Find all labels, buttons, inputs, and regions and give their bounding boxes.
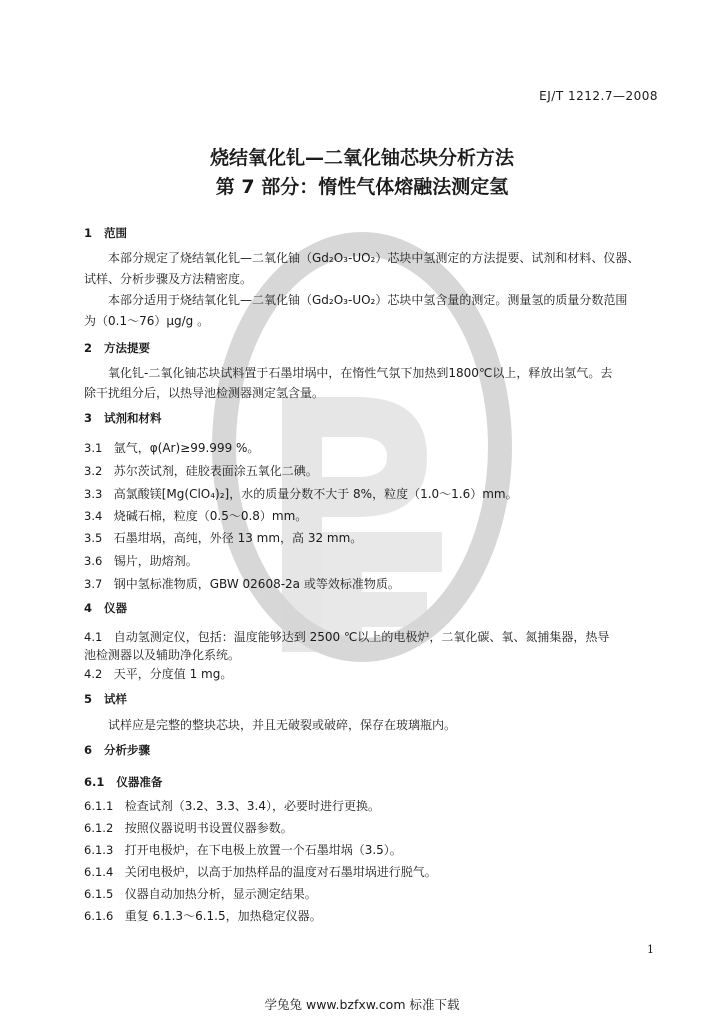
list-item: 6.1.6 重复 6.1.3～6.1.5，加热稳定仪器。 — [84, 909, 322, 923]
list-item: 3.3 高氯酸镁[Mg(ClO₄)₂]，水的质量分数不大于 8%，粒度（1.0～1.6）mm。 — [84, 487, 518, 501]
section-number: 4 — [84, 601, 93, 615]
list-item: 6.1.2 按照仪器说明书设置仪器参数。 — [84, 821, 293, 835]
section-1-para2-line2: 为（0.1～76）μg/g 。 — [84, 314, 210, 328]
section-number: 6 — [84, 743, 93, 757]
section-5-para: 试样应是完整的整块芯块，并且无破裂或破碎，保存在玻璃瓶内。 — [108, 718, 457, 732]
section-title: 分析步骤 — [104, 743, 151, 757]
list-item: 6.1.1 检查试剂（3.2、3.3、3.4），必要时进行更换。 — [84, 799, 380, 813]
list-item: 3.4 烧碱石棉，粒度（0.5～0.8）mm。 — [84, 509, 308, 523]
standard-code: EJ/T 1212.7—2008 — [539, 89, 658, 103]
section-number: 5 — [84, 692, 93, 706]
list-item: 3.1 氩气，φ(Ar)≥99.999 %。 — [84, 441, 260, 455]
list-item-continuation: 池检测器以及辅助净化系统。 — [84, 648, 241, 662]
section-2-para-line2: 除干扰组分后，以热导池检测器测定氢含量。 — [84, 386, 325, 400]
document-title-line1: 烧结氧化钆—二氧化铀芯块分析方法 — [209, 147, 514, 169]
list-item: 3.7 钢中氢标准物质，GBW 02608-2a 或等效标准物质。 — [84, 577, 400, 591]
section-6-heading — [84, 742, 150, 758]
section-number: 2 — [84, 341, 93, 355]
list-item: 4.1 自动氢测定仪，包括：温度能够达到 2500 ℃以上的电极炉，二氧化碳、氧、氮捕集器，热导 — [84, 630, 610, 644]
section-1-heading — [84, 225, 127, 241]
section-title: 试剂和材料 — [104, 411, 162, 425]
section-number: 3 — [84, 411, 93, 425]
section-2-heading — [84, 340, 150, 356]
footer-watermark-text: 学兔兔 www.bzfxw.com 标准下载 — [264, 997, 460, 1012]
list-item: 3.2 苏尔茨试剂，硅胶表面涂五氧化二碘。 — [84, 464, 318, 478]
list-item: 6.1.5 仪器自动加热分析，显示测定结果。 — [84, 887, 317, 901]
section-2-para-line1: 氧化钆-二氧化铀芯块试料置于石墨坩埚中，在惰性气氛下加热到1800℃以上，释放出氢气。去 — [108, 366, 613, 380]
document-title-line2: 第 7 部分：惰性气体熔融法测定氢 — [215, 176, 509, 198]
list-item: 6.1.4 关闭电极炉，以高于加热样品的温度对石墨坩埚进行脱气。 — [84, 865, 437, 879]
page-number: 1 — [647, 943, 654, 956]
subsection-6-1-heading: 6.1 仪器准备 — [84, 775, 163, 789]
section-1-para1-line1: 本部分规定了烧结氧化钆—二氧化铀（Gd₂O₃-UO₂）芯块中氢测定的方法提要、试剂和材料、仪器、 — [108, 251, 640, 265]
section-title: 范围 — [104, 226, 128, 240]
list-item: 3.6 锡片，助熔剂。 — [84, 554, 198, 568]
section-1-para1-line2: 试样、分析步骤及方法精密度。 — [84, 272, 253, 286]
section-4-heading — [84, 600, 127, 616]
section-title: 试样 — [104, 692, 128, 706]
list-item: 3.5 石墨坩埚，高纯，外径 13 mm，高 32 mm。 — [84, 531, 363, 545]
section-1-para2-line1: 本部分适用于烧结氧化钆—二氧化铀（Gd₂O₃-UO₂）芯块中氢含量的测定。测量氢的质量分数范围 — [108, 293, 628, 307]
section-number: 1 — [84, 226, 93, 240]
section-title: 方法提要 — [104, 341, 151, 355]
list-item: 6.1.3 打开电极炉，在下电极上放置一个石墨坩埚（3.5）。 — [84, 843, 402, 857]
section-5-heading — [84, 691, 127, 707]
section-title: 仪器 — [104, 601, 128, 615]
section-3-heading — [84, 410, 162, 426]
list-item: 4.2 天平，分度值 1 mg。 — [84, 667, 233, 681]
